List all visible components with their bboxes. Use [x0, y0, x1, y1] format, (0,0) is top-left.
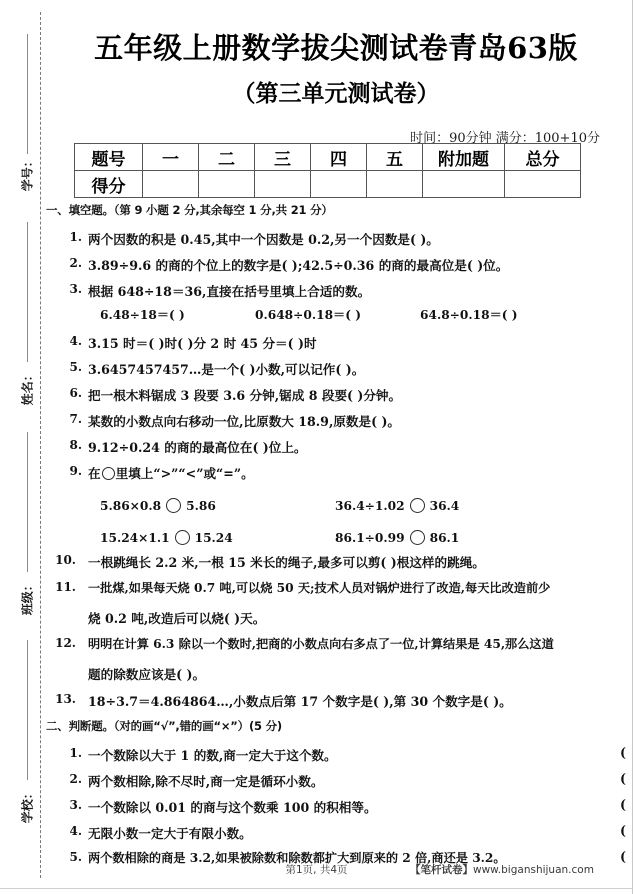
seal-label-student-name: 姓名：	[20, 369, 35, 406]
score-table-header-cell: 五	[367, 144, 423, 171]
score-table-header-cell: 四	[311, 144, 367, 171]
score-table-header-cell: 二	[199, 144, 255, 171]
score-table	[74, 143, 581, 198]
question-text: 两个因数的积是 0.45,其中一个因数是 0.2,另一个因数是( )。	[88, 232, 439, 247]
question-text: 一根跳绳长 2.2 米,一根 15 米长的绳子,最多可以剪( )根这样的跳绳。	[88, 555, 485, 570]
question-3-expression: 64.8÷0.18＝( )	[420, 308, 518, 322]
seal-label-school: 学校：	[20, 787, 35, 824]
footer-page-info: 第1页, 共4页	[285, 864, 348, 876]
comparison-row	[100, 498, 216, 513]
page-title: 五年级上册数学拔尖测试卷青岛63版	[94, 31, 578, 65]
seal-rule-3	[27, 432, 28, 572]
footer-brand-url: www.biganshijuan.com	[473, 864, 594, 876]
question-text: 9.12÷0.24 的商的最高位在( )位上。	[88, 440, 307, 455]
question-text: 根据 648÷18＝36,直接在括号里填上合适的数。	[88, 284, 371, 299]
question-text: 一个数除以大于 1 的数,商一定大于这个数。	[88, 748, 337, 763]
question-text: 某数的小数点向右移动一位,比原数大 18.9,原数是( )。	[88, 414, 401, 429]
answer-circle[interactable]	[410, 498, 425, 513]
answer-paren[interactable]: (	[620, 771, 626, 786]
page-subtitle: （第三单元测试卷）	[232, 80, 440, 107]
section-heading-fill-in-blank: 一、填空题。（第 9 小题 2 分,其余每空 1 分,共 21 分）	[46, 203, 333, 217]
seal-rule-4	[27, 640, 28, 780]
answer-circle[interactable]	[175, 530, 190, 545]
score-cell[interactable]	[367, 171, 423, 198]
section-heading-true-false: 二、判断题。（对的画“√”,错的画“×”）(5 分)	[46, 719, 282, 733]
answer-paren[interactable]: (	[620, 849, 626, 864]
seal-label-class: 班级：	[20, 579, 35, 616]
question-text: 把一根木料锯成 3 段要 3.6 分钟,锯成 8 段要( )分钟。	[88, 388, 402, 403]
question-text: 3.6457457457…是一个( )小数,可以记作( )。	[88, 362, 365, 377]
score-cell[interactable]	[423, 171, 505, 198]
question-number: 10.	[55, 553, 76, 567]
question-number: 5.	[69, 360, 82, 374]
score-cell[interactable]	[311, 171, 367, 198]
question-text: 明明在计算 6.3 除以一个数时,把商的小数点向右多点了一位,计算结果是 45,那么这道	[88, 637, 554, 651]
question-12-continuation: 题的除数应该是( )。	[88, 667, 206, 682]
question-3-expression: 0.648÷0.18＝( )	[255, 308, 362, 322]
question-text: 两个数相除,除不尽时,商一定是循环小数。	[88, 774, 324, 789]
answer-circle[interactable]	[102, 467, 115, 480]
exam-meta: 时间：90分钟 满分：100+10分	[410, 131, 600, 146]
question-number: 1.	[69, 230, 82, 244]
question-number: 8.	[69, 438, 82, 452]
question-number: 2.	[69, 772, 82, 786]
score-cell[interactable]	[505, 171, 581, 198]
table-row-score	[75, 171, 581, 198]
score-table-header-cell: 附加题	[423, 144, 505, 171]
comparison-left: 15.24×1.1	[100, 531, 170, 545]
comparison-row	[100, 530, 233, 545]
question-text: 3.15 时＝( )时( )分 2 时 45 分＝( )时	[88, 336, 317, 351]
question-number: 2.	[69, 256, 82, 270]
question-text	[88, 463, 254, 482]
answer-circle[interactable]	[410, 530, 425, 545]
question-text: 一个数除以 0.01 的商与这个数乘 100 的积相等。	[88, 800, 377, 815]
score-cell[interactable]	[199, 171, 255, 198]
comparison-right: 15.24	[194, 531, 233, 545]
bottom-divider	[0, 888, 633, 889]
binding-dashed-line	[40, 12, 41, 878]
question-9-prefix: 在	[88, 466, 101, 481]
question-number: 12.	[55, 636, 76, 650]
question-number: 9.	[69, 464, 82, 478]
question-11-continuation: 烧 0.2 吨,改造后可以烧( )天。	[88, 611, 266, 626]
comparison-right: 86.1	[429, 531, 460, 545]
question-number: 4.	[69, 334, 82, 348]
table-row-header	[75, 144, 581, 171]
question-number: 5.	[69, 850, 82, 864]
answer-paren[interactable]: (	[620, 797, 626, 812]
comparison-right: 5.86	[186, 499, 216, 513]
score-table-header-cell: 题号	[75, 144, 143, 171]
question-text: 无限小数一定大于有限小数。	[88, 826, 252, 841]
score-cell[interactable]	[255, 171, 311, 198]
seal-rule-2	[27, 222, 28, 362]
question-number: 3.	[69, 282, 82, 296]
question-number: 3.	[69, 798, 82, 812]
answer-paren[interactable]: (	[620, 823, 626, 838]
comparison-right: 36.4	[429, 499, 460, 513]
comparison-left: 5.86×0.8	[100, 499, 162, 513]
seal-label-student-number: 学号：	[20, 155, 35, 192]
question-number: 7.	[69, 412, 82, 426]
answer-paren[interactable]: (	[620, 745, 626, 760]
score-table-header-cell: 三	[255, 144, 311, 171]
comparison-row	[335, 498, 459, 513]
answer-circle[interactable]	[166, 498, 181, 513]
seal-rule-1	[27, 34, 28, 154]
question-9-suffix: 里填上“>”“<”或“=”。	[115, 466, 254, 481]
question-number: 11.	[55, 580, 76, 594]
comparison-left: 86.1÷0.99	[335, 531, 405, 545]
score-table-row-label: 得分	[75, 171, 143, 198]
comparison-row	[335, 530, 459, 545]
question-number: 6.	[69, 386, 82, 400]
score-cell[interactable]	[143, 171, 199, 198]
comparison-left: 36.4÷1.02	[335, 499, 405, 513]
question-number: 1.	[69, 746, 82, 760]
footer-brand-tag: 【笔杆试卷】	[410, 864, 473, 876]
question-text: 两个数相除的商是 3.2,如果被除数和除数都扩大到原来的 2 倍,商还是 3.2。	[88, 851, 506, 865]
question-text: 18÷3.7＝4.864864…,小数点后第 17 个数字是( ),第 30 个数字是( )。	[88, 694, 512, 709]
question-text: 3.89÷9.6 的商的个位上的数字是( );42.5÷0.36 的商的最高位是( )位。	[88, 258, 509, 273]
score-table-header-cell: 总分	[505, 144, 581, 171]
question-number: 13.	[55, 692, 76, 706]
question-3-expression: 6.48÷18＝( )	[100, 308, 185, 322]
footer-brand	[410, 862, 594, 877]
score-table-header-cell: 一	[143, 144, 199, 171]
question-number: 4.	[69, 824, 82, 838]
question-text: 一批煤,如果每天烧 0.7 吨,可以烧 50 天;技术人员对锅炉进行了改造,每天比改造前少	[88, 581, 551, 595]
